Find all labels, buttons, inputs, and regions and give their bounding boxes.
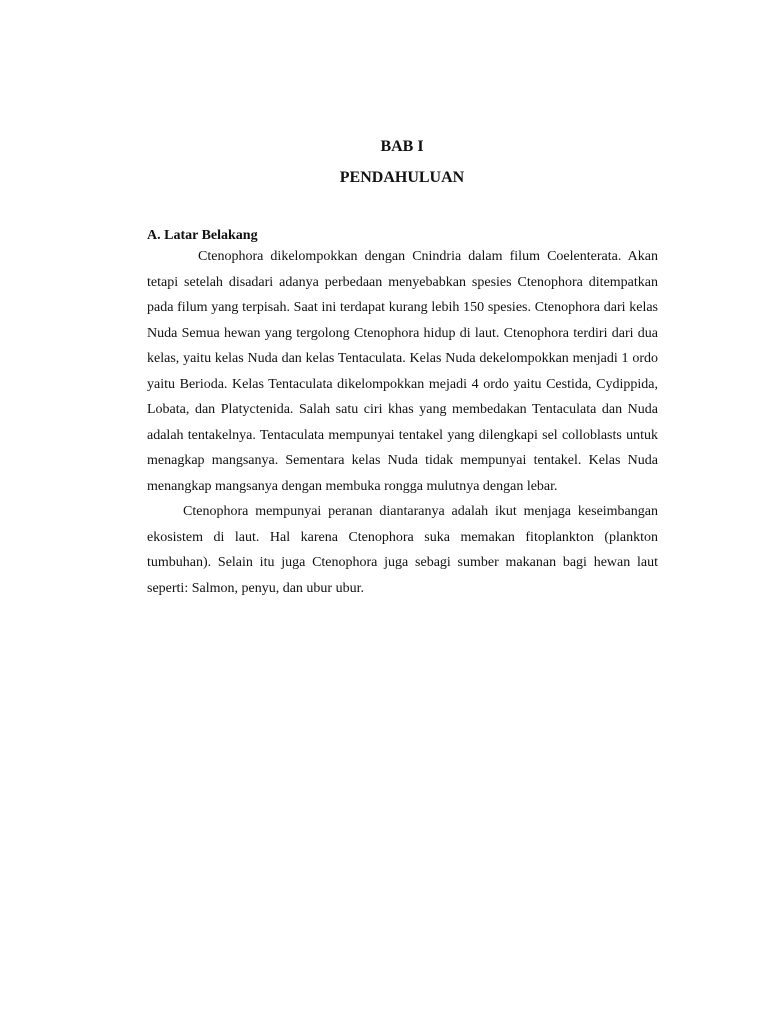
body-text (147, 244, 658, 601)
section-heading: A. Latar Belakang (147, 228, 258, 243)
chapter-number: BAB I (380, 138, 424, 155)
paragraph-2: Ctenophora mempunyai peranan diantaranya adalah ikut menjaga keseimbangan ekosistem di laut. Hal karena Ctenophora suka memakan fitoplankton (plankton tumbuhan). Selain itu juga Ctenophora juga sebagi sumber makanan bagi hewan laut seperti: Salmon, penyu, dan ubur ubur. (147, 504, 658, 596)
paragraph-1: Ctenophora dikelompokkan dengan Cnindria dalam filum Coelenterata. Akan tetapi setelah disadari adanya perbedaan menyebabkan spesies Ctenophora ditempatkan pada filum yang terpisah. Saat ini terdapat kurang lebih 150 spesies. Ctenophora dari kelas Nuda Semua hewan yang tergolong Ctenophora hidup di laut. Ctenophora terdiri dari dua kelas, yaitu kelas Nuda dan kelas Tentaculata. Kelas Nuda dekelompokkan menjadi 1 ordo yaitu Berioda. Kelas Tentaculata dikelompokkan mejadi 4 ordo yaitu Cestida, Cydippida, Lobata, dan Platyctenida. Salah satu ciri khas yang membedakan Tentaculata dan Nuda adalah tentakelnya. Tentaculata mempunyai tentakel yang dilengkapi sel colloblasts untuk menagkap mangsanya. Sementara kelas Nuda tidak mempunyai tentakel. Kelas Nuda menangkap mangsanya dengan membuka rongga mulutnya dengan lebar. (147, 249, 658, 494)
chapter-title: PENDAHULUAN (339, 169, 465, 186)
